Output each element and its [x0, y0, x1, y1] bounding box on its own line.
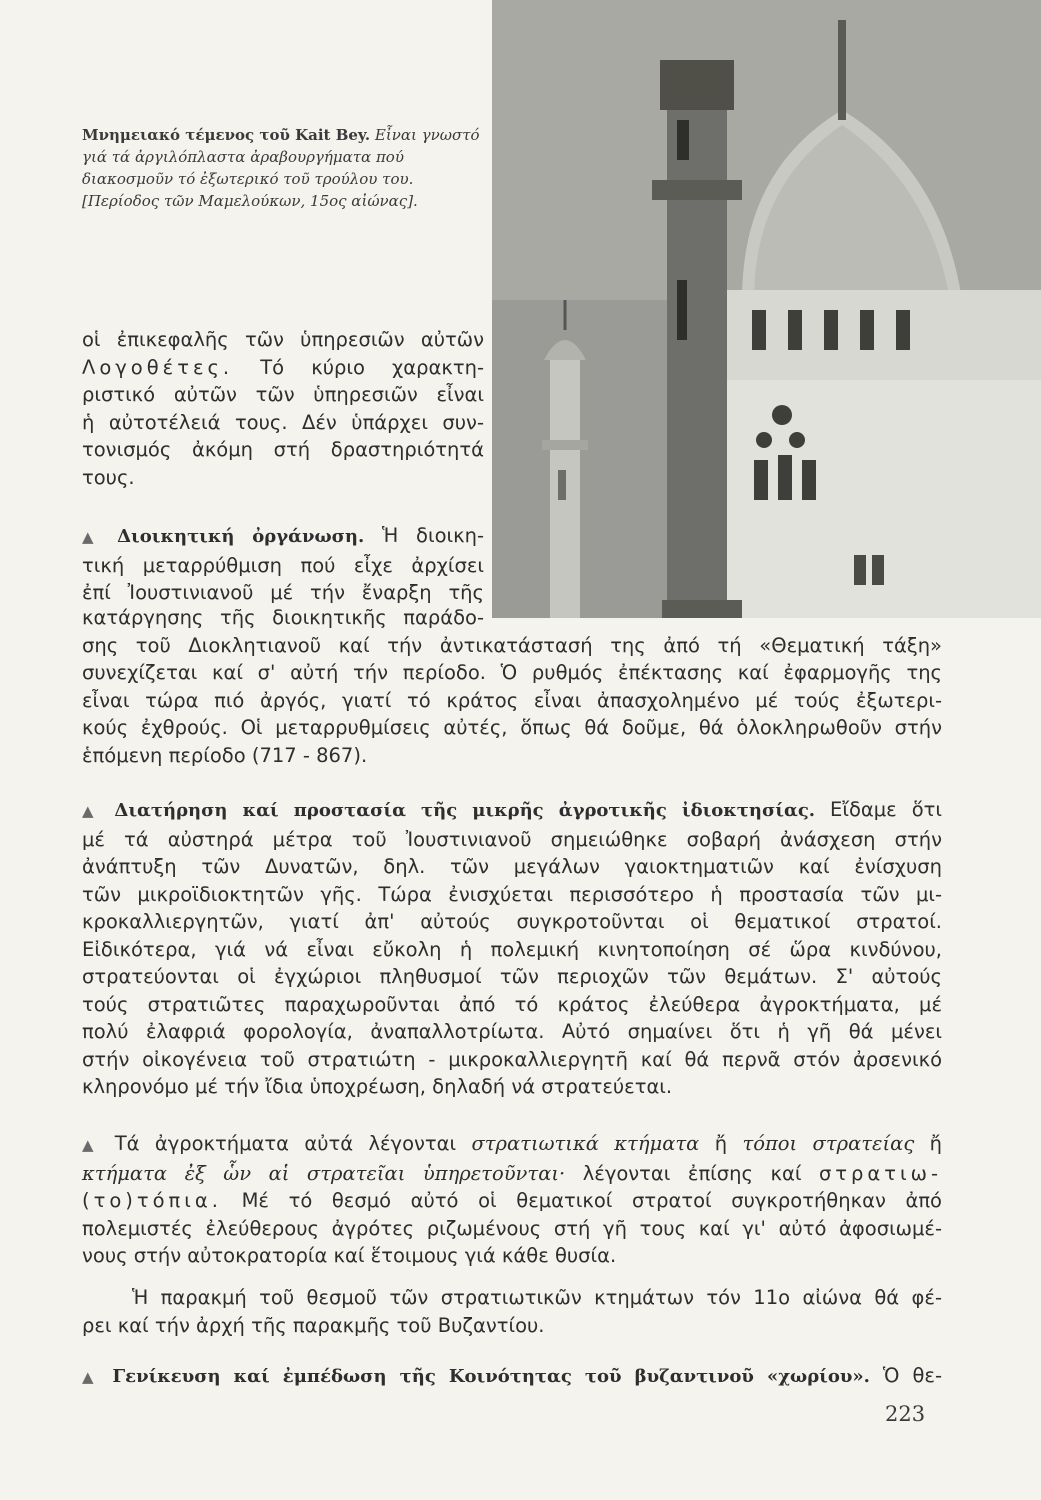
term-military-estates: στρατιωτικά κτήματα [471, 1132, 700, 1155]
p3-line-6: Εἰδικότερα, γιά νά εἶναι εὔκολη ἡ πολεμική κινητοποίηση σέ ὥρα κινδύνου, [82, 937, 942, 961]
p6-line-1 [82, 1362, 942, 1392]
triangle-bullet-icon: ▲ [82, 1368, 101, 1386]
p1-line-5: τονισμός ἀκόμη στή δραστηριότητά [82, 438, 484, 461]
triangle-bullet-icon: ▲ [82, 528, 106, 546]
photo-caption [82, 124, 492, 212]
p1-line-1: οἱ ἐπικεφαλῆς τῶν ὑπηρεσιῶν αὐτῶν [82, 328, 484, 351]
triangle-bullet-icon: ▲ [82, 802, 103, 820]
p3-line-5: κροκαλλιεργητῶν, γιατί ἀπ' αὐτούς συγκροτοῦνται οἱ θεματικοί στρατοί. [82, 910, 942, 933]
p1-line-4: ἡ αὐτοτέλειά τους. Δέν ὑπάρχει συν- [82, 410, 484, 434]
p4-text: Μέ τό θεσμό αὐτό οἱ θεματικοί στρατοί συγκροτήθηκαν ἀπό [221, 1189, 942, 1212]
p4-text: λέγονται ἐπίσης καί [565, 1161, 819, 1185]
p4-line-3 [82, 1187, 942, 1215]
p4-line-2 [82, 1160, 942, 1188]
p2-line-3: ἐπί Ἰουστινιανοῦ μέ τήν ἔναρξη τῆς [82, 581, 484, 604]
caption-lead: Μνημειακό τέμενος τοῦ Kait Bey. [82, 126, 371, 144]
p6-line-1-rest: Ὁ θε- [869, 1364, 942, 1387]
p3-line-1 [82, 796, 942, 826]
p2-line-8: κούς ἐχθρούς. Οἱ μεταρρυθμίσεις αὐτές, ὅπως θά δοῦμε, θά ὁλοκληρωθοῦν στήν [82, 716, 942, 739]
p5-line-2: ρει καί τήν ἀρχή τῆς παρακμῆς τοῦ Βυζαντίου. [82, 1313, 545, 1337]
p1-line-2 [82, 354, 484, 382]
section-heading-administration: Διοικητική ὀργάνωση. [117, 526, 365, 547]
mosque-illustration [492, 0, 1041, 618]
p3-line-8: τούς στρατιῶτες παραχωροῦνται ἀπό τό κράτος ἐλεύθερα ἀγροκτήματα, μέ [82, 992, 942, 1016]
p4-text: ἤ [699, 1132, 743, 1155]
p3-line-1-rest: Εἴδαμε ὅτι [815, 798, 942, 821]
p2-line-5: σης τοῦ Διοκλητιανοῦ καί τήν ἀντικατάστασή της ἀπό τή «Θεματική τάξη» [82, 633, 942, 657]
term-places-of-service: τόποι στρατείας [742, 1132, 915, 1155]
paragraph-administration-cont [82, 604, 942, 769]
p3-line-9: πολύ ἐλαφριά φορολογία, ἀναπαλλοτρίωτα. Αὐτό σημαίνει ὅτι ἡ γῆ θά μένει [82, 1020, 942, 1043]
p1-line-2-rest: Τό κύριο χαρακτη- [233, 355, 484, 379]
p3-line-3: ἀνάπτυξη τῶν Δυνατῶν, δηλ. τῶν μεγάλων γαιοκτηματιῶν καί ἐνίσχυση [82, 855, 942, 878]
page-number: 223 [885, 1402, 926, 1426]
p2-line-1 [82, 522, 484, 552]
term-logothetes: Λογοθέτες. [82, 355, 234, 379]
p4-line-1 [82, 1130, 942, 1160]
p3-line-2: μέ τά αὐστηρά μέτρα τοῦ Ἰουστινιανοῦ σημειώθηκε σοβαρή ἀνάσχεση στήν [82, 827, 942, 851]
paragraph-community [82, 1362, 942, 1392]
term-stratiotopia-end: (το)τόπια. [82, 1189, 222, 1212]
p4-text: ἤ [914, 1132, 942, 1155]
p3-line-10: στήν οἰκογένεια τοῦ στρατιώτη - μικροκαλλιεργητῆ καί θά περνᾶ στόν ἀρσενικό [82, 1047, 942, 1071]
p4-line-4: πολεμιστές ἐλεύθερους ἀγρότες ριζωμένους στή γῆ τους καί γι' αὐτό ἀφοσιωμέ- [82, 1216, 942, 1240]
term-stratiotopia: στρατιω- [818, 1161, 942, 1185]
p1-line-3: ριστικό αὐτῶν τῶν ὑπηρεσιῶν εἶναι [82, 383, 484, 406]
p3-line-4: τῶν μικροϊδιοκτητῶν γῆς. Τώρα ἐνισχύεται περισσότερο ἡ προστασία τῶν μι- [82, 882, 942, 906]
paragraph-services [82, 326, 484, 491]
p2-line-2: τική μεταρρύθμιση πού εἶχε ἀρχίσει [82, 553, 484, 577]
p1-line-6: τους. [82, 465, 135, 489]
p2-line-4: κατάργησης τῆς διοικητικῆς παράδο- [82, 606, 484, 629]
section-heading-community: Γενίκευση καί ἐμπέδωση τῆς Κοινότητας τοῦ βυζαντινοῦ «χωρίου». [112, 1366, 870, 1387]
p3-line-11: κληρονόμο μέ τήν ἴδια ὑποχρέωση, δηλαδή νά στρατεύεται. [82, 1075, 673, 1098]
p2-line-1-rest: Ἡ διοικη- [364, 524, 484, 547]
p4-text: Τά ἀγροκτήματα αὐτά λέγονται [114, 1132, 472, 1155]
p2-line-6: συνεχίζεται καί σ' αὐτή τήν περίοδο. Ὁ ρυθμός ἐπέκτασης καί ἐφαρμογῆς της [82, 661, 942, 684]
section-heading-small-property: Διατήρηση καί προστασία τῆς μικρῆς ἀγροτικῆς ἰδιοκτησίας. [114, 800, 816, 821]
paragraph-administration [82, 522, 484, 607]
triangle-bullet-icon: ▲ [82, 1136, 103, 1154]
p2-line-9: ἑπόμενη περίοδο (717 - 867). [82, 743, 368, 767]
p2-line-7: εἶναι τώρα πιό ἀργός, γιατί τό κράτος εἶναι ἀπασχολημένο μέ τούς ἐξωτερι- [82, 688, 942, 712]
paragraph-small-property [82, 796, 942, 1101]
caption-text: Εἶναι γνωστό γιά τά ἀργιλόπλαστα ἀραβουργήματα πού διακοσμοῦν τό ἐξωτερικό τοῦ τρούλου του. [Περίοδος τῶν Μαμελούκων, 15ος αἰώνας]. [82, 126, 480, 210]
p3-line-7: στρατεύονται οἱ ἐγχώριοι πληθυσμοί τῶν περιοχῶν τῶν θεμάτων. Σ' αὐτούς [82, 965, 942, 988]
paragraph-military-estates [82, 1130, 942, 1270]
p4-line-5: νους στήν αὐτοκρατορία καί ἕτοιμους γιά κάθε θυσία. [82, 1244, 617, 1267]
paragraph-decline [82, 1284, 942, 1339]
term-estates-quote: κτήματα ἐξ ὧν αἱ στρατεῖαι ὑπηρετοῦνται· [82, 1161, 566, 1185]
mosque-photo [492, 0, 1041, 618]
p5-line-1: Ἡ παρακμή τοῦ θεσμοῦ τῶν στρατιωτικῶν κτημάτων τόν 11ο αἰώνα θά φέ- [132, 1286, 942, 1309]
